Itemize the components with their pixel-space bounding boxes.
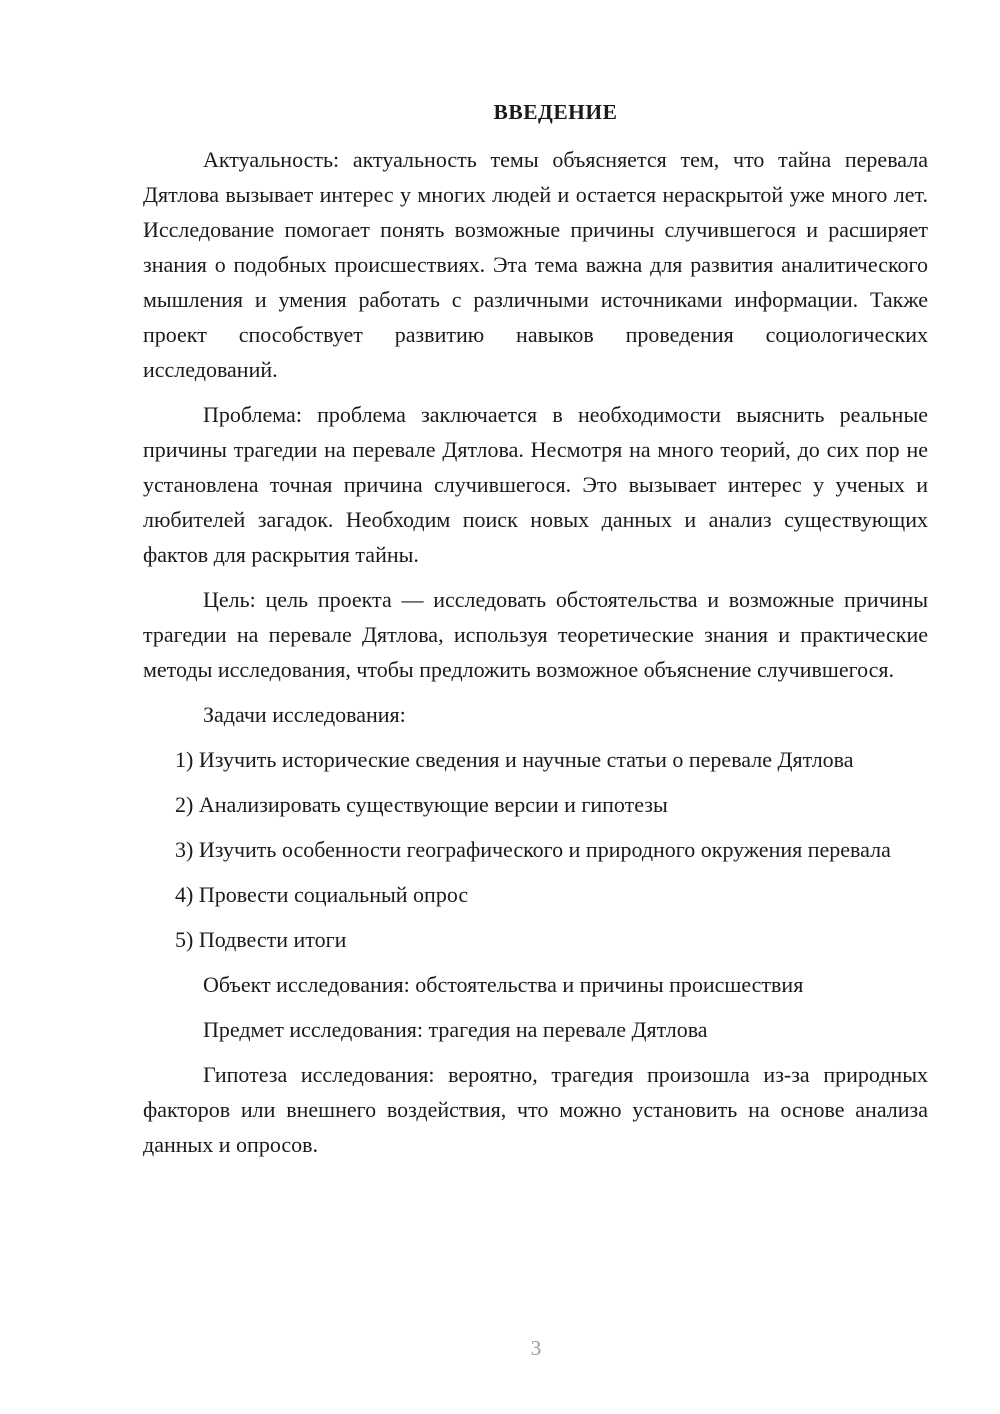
- problem-paragraph: Проблема: проблема заключается в необходимости выяснить реальные причины трагедии на перевале Дятлова. Несмотря на много теорий, до сих пор не установлена точная причина случившегося. Это вызывает интерес у ученых и любителей загадок. Необходим поиск новых данных и анализ существующих фактов для раскрытия тайны.: [143, 402, 928, 567]
- task-item-5: 5) Подвести итоги: [175, 927, 347, 952]
- task-item-2: 2) Анализировать существующие версии и гипотезы: [175, 792, 668, 817]
- relevance-paragraph: Актуальность: актуальность темы объясняется тем, что тайна перевала Дятлова вызывает интерес у многих людей и остается нераскрытой уже много лет. Исследование помогает понять возможные причины случившегося и расширяет знания о подобных происшествиях. Эта тема важна для развития аналитического мышления и умения работать с различными источниками информации. Также проект способствует развитию навыков проведения социологических исследований.: [143, 147, 928, 382]
- page-number: 3: [530, 1336, 542, 1360]
- page-content: [143, 98, 928, 1162]
- subject-paragraph: Предмет исследования: трагедия на перевале Дятлова: [203, 1017, 708, 1042]
- section-title: ВВЕДЕНИЕ: [493, 100, 618, 124]
- object-paragraph: Объект исследования: обстоятельства и причины происшествия: [203, 972, 804, 997]
- tasks-heading: Задачи исследования:: [203, 702, 406, 727]
- hypothesis-paragraph: Гипотеза исследования: вероятно, трагедия произошла из-за природных факторов или внешнего воздействия, что можно установить на основе анализа данных и опросов.: [143, 1062, 928, 1157]
- task-item-3: 3) Изучить особенности географического и природного окружения перевала: [175, 837, 891, 862]
- goal-paragraph: Цель: цель проекта — исследовать обстоятельства и возможные причины трагедии на перевале Дятлова, используя теоретические знания и практические методы исследования, чтобы предложить возможное объяснение случившегося.: [143, 587, 928, 682]
- task-item-1: 1) Изучить исторические сведения и научные статьи о перевале Дятлова: [175, 747, 854, 772]
- task-item-4: 4) Провести социальный опрос: [175, 882, 469, 907]
